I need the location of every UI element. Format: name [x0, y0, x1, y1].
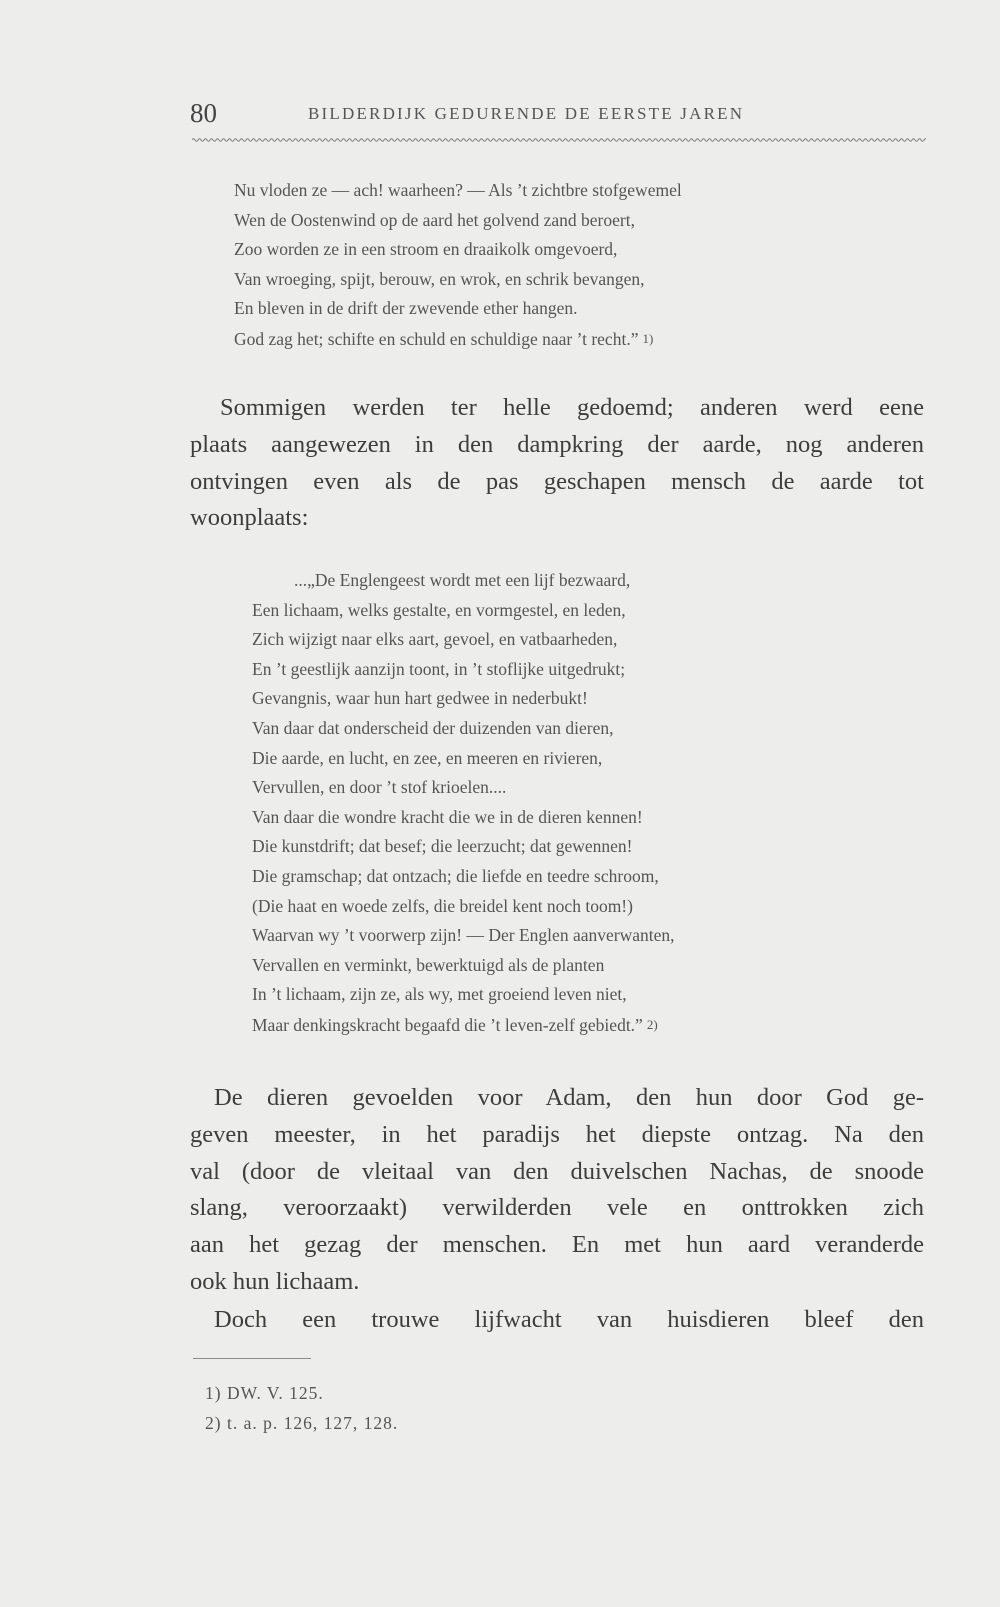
verse-line-text: God zag het; schifte en schuld en schuldige naar ’t recht.” — [234, 328, 639, 349]
verse-line: Van daar dat onderscheid der duizenden van dieren, — [252, 717, 614, 738]
paragraph-line: aan het gezag der menschen. En met hun aard veranderde — [190, 1231, 924, 1259]
running-head — [190, 98, 920, 128]
verse-line: In ’t lichaam, zijn ze, als wy, met groeiend leven niet, — [252, 984, 627, 1005]
verse-line: Van daar die wondre kracht die we in de dieren kennen! — [252, 806, 643, 827]
footnote-ref-2[interactable]: 2) — [646, 1016, 658, 1032]
verse-line-last — [252, 1010, 674, 1040]
verse-line: Waarvan wy ’t voorwerp zijn! — Der Englen aanverwanten, — [252, 925, 675, 946]
paragraph-2 — [190, 1080, 924, 1301]
verse-line: Wen de Oostenwind op de aard het golvend zand beroert, — [234, 209, 635, 230]
running-title: BILDERDIJK GEDURENDE DE EERSTE JAREN — [308, 104, 745, 123]
verse-line: ...„De Englengeest wordt met een lijf bezwaard, — [294, 570, 631, 590]
verse-line: Die aarde, en lucht, en zee, en meeren en rivieren, — [252, 747, 603, 768]
paragraph-line: Sommigen werden ter helle gedoemd; anderen werd eene — [220, 394, 924, 421]
verse-line: Vervullen, en door ’t stof krioelen.... — [252, 777, 507, 798]
footnote-ref-1[interactable]: 1) — [642, 330, 654, 346]
verse-line: En bleven in de drift der zwevende ether hangen. — [234, 298, 578, 319]
verse-line: Een lichaam, welks gestalte, en vormgestel, en leden, — [252, 599, 626, 620]
verse-line: Van wroeging, spijt, berouw, en wrok, en schrik bevangen, — [234, 268, 645, 289]
verse-line-text: Maar denkingskracht begaafd die ’t leven-zelf gebiedt.” — [252, 1014, 643, 1035]
paragraph-line: slang, veroorzaakt) verwilderden vele en onttrokken zich — [190, 1194, 924, 1222]
paragraph-line: val (door de vleitaal van den duivelschen Nachas, de snoode — [190, 1157, 924, 1185]
verse-block-1 — [234, 176, 682, 354]
verse-line: Vervallen en verminkt, bewerktuigd als de planten — [252, 954, 605, 975]
verse-line: Nu vloden ze — ach! waarheen? — Als ’t zichtbre stofgewemel — [234, 180, 682, 200]
paragraph-line: Doch een trouwe lijfwacht van huisdieren bleef den — [214, 1306, 924, 1333]
paragraph-1 — [190, 390, 924, 537]
verse-line-last — [234, 324, 682, 354]
verse-line: Zich wijzigt naar elks aart, gevoel, en vatbaarheden, — [252, 629, 618, 650]
verse-line: En ’t geestlijk aanzijn toont, in ’t stoflijke uitgedrukt; — [252, 658, 626, 679]
footnotes — [205, 1378, 398, 1438]
verse-block-2 — [252, 566, 674, 1040]
footnote-divider — [193, 1358, 311, 1359]
verse-line: Die kunstdrift; dat besef; die leerzucht; dat gewennen! — [252, 836, 633, 857]
paragraph-line: ook hun lichaam. — [190, 1267, 360, 1295]
paragraph-line: ontvingen even als de pas geschapen mensch de aarde tot — [190, 467, 924, 495]
paragraph-line: De dieren gevoelden voor Adam, den hun door God ge- — [214, 1084, 924, 1111]
paragraph-line: plaats aangewezen in den dampkring der aarde, nog anderen — [190, 430, 924, 458]
paragraph-3 — [190, 1302, 924, 1339]
paragraph-line: geven meester, in het paradijs het diepste ontzag. Na den — [190, 1120, 924, 1148]
verse-line: (Die haat en woede zelfs, die breidel kent noch toom!) — [252, 895, 633, 916]
verse-line: Gevangnis, waar hun hart gedwee in nederbukt! — [252, 688, 588, 709]
footnote-2: 2) t. a. p. 126, 127, 128. — [205, 1413, 399, 1433]
wavy-rule — [192, 134, 926, 146]
paragraph-line: woonplaats: — [190, 504, 309, 532]
footnote-1: 1) DW. V. 125. — [205, 1383, 324, 1403]
page-number: 80 — [190, 98, 217, 128]
verse-line: Die gramschap; dat ontzach; die liefde en teedre schroom, — [252, 865, 659, 886]
verse-line: Zoo worden ze in een stroom en draaikolk omgevoerd, — [234, 239, 618, 260]
